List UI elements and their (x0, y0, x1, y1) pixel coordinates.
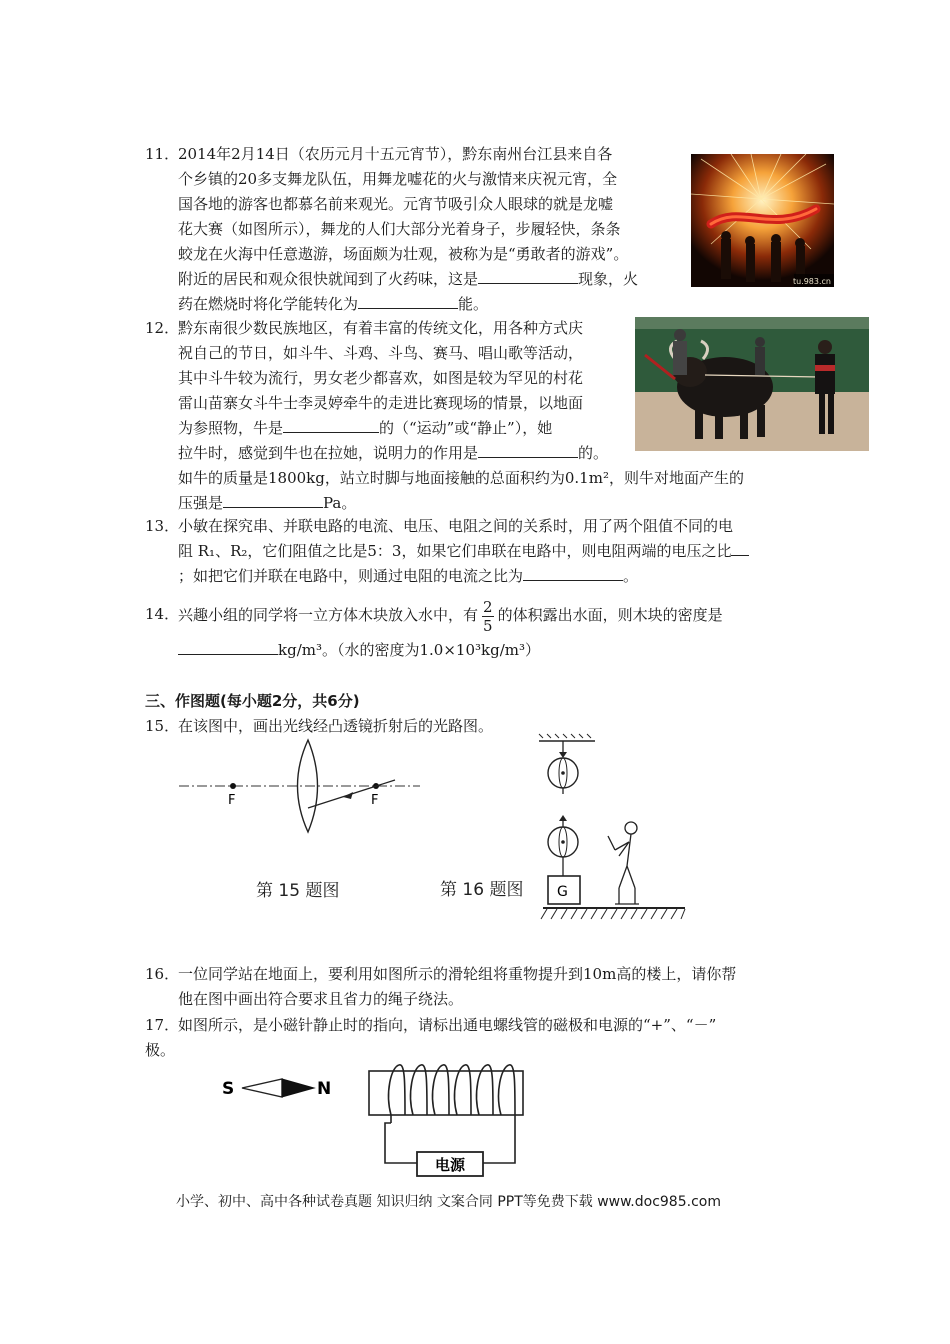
hook-icon (559, 752, 567, 758)
q11-line-1: 2014年2月14日（农历元月十五元宵节），黔东南州台江县来自各 (178, 145, 613, 163)
question-13 (145, 514, 825, 594)
photo-watermark: tu.983.cn (792, 277, 831, 286)
section-heading: 三、作图题(每小题2分，共6分) (145, 692, 360, 710)
q12-line-7: 如牛的质量是1800kg，站立时脚与地面接触的总面积约为0.1m²，则牛对地面产生的 (178, 469, 744, 487)
focus-label-right: F (371, 793, 379, 808)
q13-line-3-text: ；如把它们并联在电路中，则通过电阻的电流之比为 (178, 567, 524, 585)
focus-label-left: F (228, 793, 236, 808)
question-14 (145, 590, 825, 670)
page-footer: 小学、初中、高中各种试卷真题 知识归纳 文案合同 PPT等免费下载 www.doc985.com (176, 1194, 721, 1210)
bullfight-graphic (635, 317, 869, 451)
fraction-numerator: 2 (483, 597, 493, 616)
question-number: 15． (145, 717, 180, 735)
q11-line-6 (178, 267, 638, 293)
q12-line-6 (178, 441, 608, 467)
q14-unit-text: kg/m³。（水的密度为1.0×10³kg/m³） (278, 641, 540, 659)
q13-line-1: 小敏在探究串、并联电路的电流、电压、电阻之间的关系时，用了两个阻值不同的电 (178, 517, 734, 535)
answer-blank[interactable] (358, 292, 458, 309)
solenoid-figure (365, 1063, 530, 1183)
q12-line-6-text: 拉牛时，感觉到牛也在拉她，说明力的作用是 (178, 444, 479, 462)
answer-blank[interactable] (731, 539, 749, 556)
q12-line-5-end: 的（“运动”或“静止”），她 (379, 419, 553, 437)
right-wire (483, 1123, 515, 1163)
q14-text-after: 的体积露出水面，则木块的密度是 (497, 606, 723, 624)
left-focus-point (230, 783, 236, 789)
question-number: 12． (145, 319, 180, 337)
q11-line-3: 国各地的游客也都慕名前来观光。元宵节吸引众人眼球的就是龙嘘 (178, 195, 614, 213)
q16-line-2: 他在图中画出符合要求且省力的绳子绕法。 (178, 990, 464, 1008)
question-number: 17． (145, 1016, 180, 1034)
q11-line-7-end: 能。 (458, 295, 489, 313)
convex-lens-figure (175, 738, 425, 838)
q12-line-8-text: 压强是 (178, 494, 224, 512)
q17-line-1: 如图所示，是小磁针静止时的指向，请标出通电螺线管的磁极和电源的“+”、“－” (178, 1016, 717, 1034)
needle-south-half (242, 1079, 282, 1097)
figure-16-caption: 第 16 题图 (440, 880, 524, 900)
answer-blank[interactable] (478, 441, 578, 458)
q11-line-2: 个乡镇的20多支舞龙队伍，用舞龙嘘花的火与激情来庆祝元宵，全 (178, 170, 618, 188)
q14-line-1 (178, 590, 723, 640)
q15-text: 在该图中，画出光线经凸透镜折射后的光路图。 (178, 717, 494, 735)
q12-line-8 (178, 491, 356, 517)
south-pole-label: S (222, 1079, 235, 1099)
answer-blank[interactable] (223, 491, 323, 508)
north-pole-label: N (317, 1079, 332, 1099)
weight-label: G (557, 884, 568, 900)
q12-line-5-text: 为参照物，牛是 (178, 419, 284, 437)
question-15 (145, 714, 645, 740)
needle-north-half (282, 1079, 314, 1097)
question-number: 16． (145, 965, 180, 983)
question-16 (145, 962, 825, 1014)
q13-line-3-end: 。 (623, 567, 639, 585)
power-source-label: 电源 (434, 1156, 466, 1174)
bullfight-photo (635, 317, 869, 451)
question-number: 11． (145, 145, 180, 163)
q13-line-3 (178, 564, 638, 590)
q13-line-2 (178, 539, 749, 565)
q11-line-7 (178, 292, 488, 318)
q12-line-6-end: 的。 (578, 444, 609, 462)
answer-blank[interactable] (523, 564, 623, 581)
fire-dragon-graphic (691, 154, 834, 287)
q11-line-6-end: 现象，火 (578, 270, 639, 288)
q14-line-2 (178, 638, 540, 664)
q12-line-5 (178, 416, 552, 442)
fraction-denominator: 5 (483, 616, 493, 635)
q11-line-6-text: 附近的居民和观众很快就闻到了火药味，这是 (178, 270, 479, 288)
standing-person-icon (608, 822, 639, 904)
hook-icon (559, 815, 567, 821)
fraction-two-fifths (482, 598, 494, 635)
q12-line-8-end: Pa。 (323, 494, 357, 512)
q11-line-5: 蛟龙在火海中任意遨游，场面颇为壮观，被称为是“勇敢者的游戏”。 (178, 245, 629, 263)
pulley-figure (535, 738, 695, 923)
q13-line-2-text: 阻 R₁、R₂，它们阻值之比是5：3，如果它们串联在电路中，则电阻两端的电压之比 (178, 542, 732, 560)
compass-needle-figure (218, 1070, 338, 1110)
left-wire (385, 1123, 417, 1163)
q11-line-4: 花大赛（如图所示），舞龙的人们大部分光着身子，步履轻快，条条 (178, 220, 621, 238)
question-17 (145, 1013, 825, 1065)
q16-line-1: 一位同学站在地面上，要利用如图所示的滑轮组将重物提升到10m高的楼上，请你帮 (178, 965, 737, 983)
fire-dragon-photo (691, 154, 834, 287)
ray-arrow-icon (343, 792, 353, 799)
q14-text-before: 兴趣小组的同学将一立方体木块放入水中，有 (178, 606, 479, 624)
q12-line-1: 黔东南很少数民族地区，有着丰富的传统文化，用各种方式庆 (178, 319, 584, 337)
question-number: 13． (145, 517, 180, 535)
question-11 (145, 142, 685, 322)
answer-blank[interactable] (178, 638, 278, 655)
question-number: 14． (145, 605, 180, 623)
figure-15-caption: 第 15 题图 (256, 881, 340, 901)
q12-line-2: 祝自己的节日，如斗牛、斗鸡、斗鸟、赛马、唱山歌等活动， (178, 344, 584, 362)
q11-line-7-text: 药在燃烧时将化学能转化为 (178, 295, 359, 313)
answer-blank[interactable] (478, 267, 578, 284)
q12-line-3: 其中斗牛较为流行，男女老少都喜欢，如图是较为罕见的村花 (178, 369, 584, 387)
answer-blank[interactable] (283, 416, 379, 433)
q12-line-4: 雷山苗寨女斗牛士李灵婷牵牛的走进比赛现场的情景，以地面 (178, 394, 584, 412)
q17-line-2: 极。 (145, 1041, 176, 1059)
